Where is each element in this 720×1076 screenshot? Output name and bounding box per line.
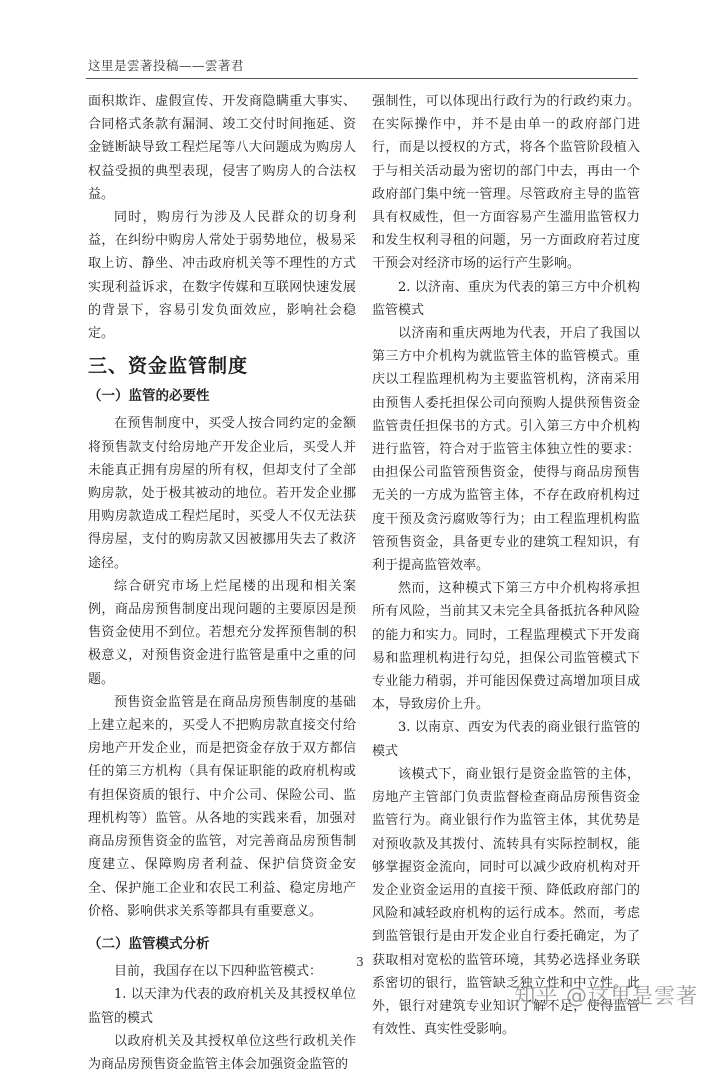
watermark: 知乎 @这里是雲著 [514,984,698,1008]
page-number: 3 [356,955,364,969]
paragraph: 该模式下，商业银行是资金监管的主体，房地产主管部门负责监督检查商品房预售资金监管行为。商业银行作为监管主体，其优势是对预收款及其拨付、流转具有实际控制权，能够掌握资金流向，同时可以减少政府机构对开发企业资金运用的直接干预、降低政府部门的风险和减轻政府机构的运行成本。然而，考虑到监管银行是由开发企业自行委托确定，为了获取相对宽松的监管环境，其势必选择业务联系密切的银行，监管缺乏独立性和中立性。此外，银行对建筑专业知识了解不足，使得监管有效性、真实性受影响。 [372,766,640,1038]
paragraph: 以济南和重庆两地为代表，开启了我国以第三方中介机构为就监管主体的监管模式。重庆以工程监理机构为主要监管机构，济南采用由预售人委托担保公司向预购人提供预售资金监管责任担保书的方式。引入第三方中介机构进行监管，符合对于监管主体独立性的要求：由担保公司监管预售资金，使得与商品房预售无关的一方成为监管主体，不存在政府机构过度干预及贪污腐败等行为；由工程监理机构监管预售资金，具备更专业的建筑工程知识，有利于提高监管效率。 [372,326,640,574]
list-item-heading: 3. 以南京、西安为代表的商业银行监管的模式 [372,720,640,759]
paragraph: 同时，购房行为涉及人民群众的切身利益，在纠纷中购房人常处于弱势地位，极易采取上访、静坐、冲击政府机关等不理性的方式实现利益诉求，在数字传媒和互联网快速发展的背景下，容易引发负面效应，影响社会稳定。 [88,210,356,342]
running-header: 这里是雲著投稿——雲著君 [88,58,245,73]
paragraph: 在预售制度中，买受人按合同约定的金额将预售款支付给房地产开发企业后，买受人并未能真正拥有房屋的所有权，但却支付了全部购房款，处于极其被动的地位。若开发企业挪用购房款造成工程烂尾时，买受人不仅无法获得房屋，支付的购房款又因被挪用失去了救济途径。 [88,416,356,571]
paragraph: 然而，这种模式下第三方中介机构将承担所有风险，当前其又未完全具备抵抗各种风险的能力和实力。同时，工程监理模式下开发商易和监理机构进行勾兑，担保公司监管模式下专业能力稍弱，并可能因保费过高增加项目成本，导致房价上升。 [372,581,640,713]
paragraph: 强制性，可以体现出行政行为的行政约束力。在实际操作中，并不是由单一的政府部门进行，而是以授权的方式，将各个监管阶段植入于与相关活动最为密切的部门中去，再由一个政府部门集中统一管理。尽管政府主导的监管具有权威性，但一方面容易产生滥用监管权力和发生权利寻租的问题，另一方面政府若过度干预会对经济市场的运行产生影响。 [372,94,640,272]
list-item-heading: 1. 以天津为代表的政府机关及其授权单位监管的模式 [88,987,356,1026]
list-item-heading: 2. 以济南、重庆为代表的第三方中介机构监管模式 [372,279,640,318]
paragraph: 综合研究市场上烂尾楼的出现和相关案例，商品房预售制度出现问题的主要原因是预售资金使用不到位。若想充分发挥预售制的积极意义，对预售资金进行监管是重中之重的问题。 [88,578,356,687]
subsection-heading: （一）监管的必要性 [88,388,210,405]
subsection-heading: （二）监管模式分析 [88,935,210,952]
paragraph: 以政府机关及其授权单位这些行政机关作为商品房预售资金监管主体会加强资金监管的 [88,1033,356,1072]
left-column [88,90,356,1076]
right-column [372,90,640,1041]
paragraph: 目前，我国存在以下四种监管模式： [114,964,323,980]
paragraph: 面积欺诈、虚假宣传、开发商隐瞒重大事实、合同格式条款有漏洞、竣工交付时间拖延、资金链断缺导致工程烂尾等八大问题成为购房人权益受损的典型表现，侵害了购房人的合法权益。 [88,94,356,202]
paragraph: 预售资金监管是在商品房预售制度的基础上建立起来的，买受人不把购房款直接交付给房地产开发企业，而是把资金存放于双方都信任的第三方机构（具有保证职能的政府机构或有担保资质的银行、中介公司、保险公司、监理机构等）监管。从各地的实践来看，加强对商品房预售资金的监管，对完善商品房预售制度建立、保障购房者利益、保护信贷资金安全、保护施工企业和农民工利益、稳定房地产价格、影响供求关系等都具有重要意义。 [88,694,356,919]
header-rule [86,78,638,79]
section-heading: 三、资金监管制度 [88,355,249,378]
